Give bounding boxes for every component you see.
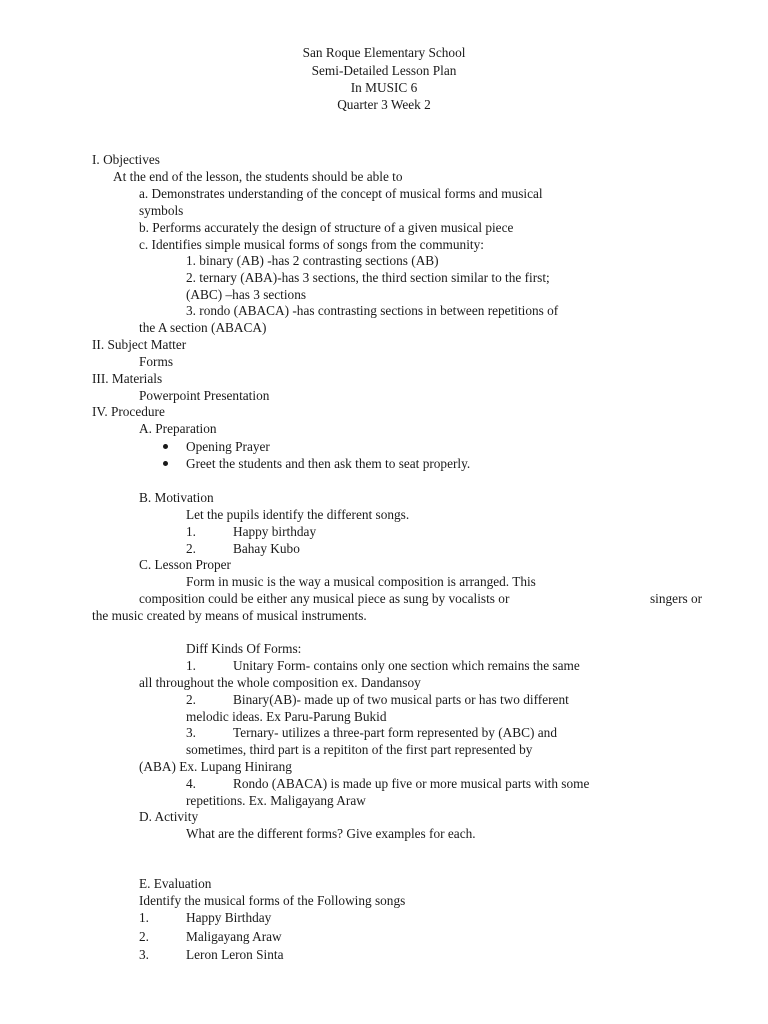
subject-line: In MUSIC 6 — [350, 80, 418, 95]
school-name: San Roque Elementary School — [302, 45, 466, 60]
bullet-icon — [163, 461, 168, 466]
subject-matter-value: Forms — [139, 354, 173, 369]
evaluation-item: Happy Birthday — [186, 910, 272, 925]
objective-a-line1: a. Demonstrates understanding of the concept of musical forms and musical — [139, 186, 543, 201]
objective-b: b. Performs accurately the design of structure of a given musical piece — [139, 220, 514, 235]
motivation-item: Happy birthday — [233, 524, 317, 539]
evaluation-item-number: 2. — [139, 929, 149, 944]
objective-a-line2: symbols — [139, 203, 184, 218]
objectives-heading: I. Objectives — [92, 152, 160, 167]
activity-heading: D. Activity — [139, 809, 199, 824]
form-item: Unitary Form- contains only one section which remains the same — [233, 658, 580, 673]
objective-c3-line2: the A section (ABACA) — [139, 320, 267, 335]
form-item-number: 4. — [186, 776, 196, 791]
motivation-heading: B. Motivation — [139, 490, 214, 505]
form-item-continuation: melodic ideas. Ex Paru-Parung Bukid — [186, 709, 387, 724]
evaluation-item-number: 3. — [139, 947, 149, 962]
materials-heading: III. Materials — [92, 371, 163, 386]
evaluation-heading: E. Evaluation — [139, 876, 212, 891]
motivation-intro: Let the pupils identify the different songs. — [186, 507, 410, 522]
subject-matter-heading: II. Subject Matter — [92, 337, 187, 352]
motivation-item-number: 1. — [186, 524, 196, 539]
objectives-intro: At the end of the lesson, the students should be able to — [113, 169, 403, 184]
preparation-item: Greet the students and then ask them to seat properly. — [186, 456, 471, 471]
evaluation-item: Leron Leron Sinta — [186, 947, 284, 962]
activity-question: What are the different forms? Give examples for each. — [186, 826, 476, 841]
evaluation-instruction: Identify the musical forms of the Following songs — [139, 893, 406, 908]
preparation-item: Opening Prayer — [186, 439, 270, 454]
objective-c2-line2: (ABC) –has 3 sections — [186, 287, 307, 302]
form-item: Ternary- utilizes a three-part form represented by (ABC) and — [233, 725, 557, 740]
lesson-paragraph-line1: Form in music is the way a musical composition is arranged. This — [186, 574, 536, 589]
form-item-continuation: all throughout the whole composition ex. Dandansoy — [139, 675, 421, 690]
form-item-continuation: (ABA) Ex. Lupang Hinirang — [139, 759, 292, 774]
procedure-heading: IV. Procedure — [92, 404, 165, 419]
evaluation-item-number: 1. — [139, 910, 149, 925]
form-item-continuation: repetitions. Ex. Maligayang Araw — [186, 793, 366, 808]
materials-value: Powerpoint Presentation — [139, 388, 270, 403]
quarter-line: Quarter 3 Week 2 — [337, 97, 431, 112]
document-title: Semi-Detailed Lesson Plan — [311, 63, 457, 78]
form-item-number: 1. — [186, 658, 196, 673]
form-item-continuation: sometimes, third part is a repititon of the first part represented by — [186, 742, 533, 757]
lesson-paragraph-line3: the music created by means of musical instruments. — [92, 608, 367, 623]
objective-c1: 1. binary (AB) -has 2 contrasting sections (AB) — [186, 253, 439, 268]
kinds-of-forms-heading: Diff Kinds Of Forms: — [186, 641, 302, 656]
lesson-paragraph-line2: composition could be either any musical piece as sung by vocalists or — [139, 591, 510, 606]
motivation-item-number: 2. — [186, 541, 196, 556]
motivation-item: Bahay Kubo — [233, 541, 300, 556]
preparation-heading: A. Preparation — [139, 421, 217, 436]
objective-c: c. Identifies simple musical forms of songs from the community: — [139, 237, 484, 252]
form-item: Binary(AB)- made up of two musical parts or has two different — [233, 692, 569, 707]
evaluation-item: Maligayang Araw — [186, 929, 282, 944]
form-item: Rondo (ABACA) is made up five or more musical parts with some — [233, 776, 590, 791]
lesson-proper-heading: C. Lesson Proper — [139, 557, 231, 572]
form-item-number: 3. — [186, 725, 196, 740]
objective-c2-line1: 2. ternary (ABA)-has 3 sections, the third section similar to the first; — [186, 270, 550, 285]
lesson-paragraph-line2-end: singers or — [650, 591, 703, 606]
bullet-icon — [163, 444, 168, 449]
objective-c3-line1: 3. rondo (ABACA) -has contrasting sections in between repetitions of — [186, 303, 559, 318]
form-item-number: 2. — [186, 692, 196, 707]
